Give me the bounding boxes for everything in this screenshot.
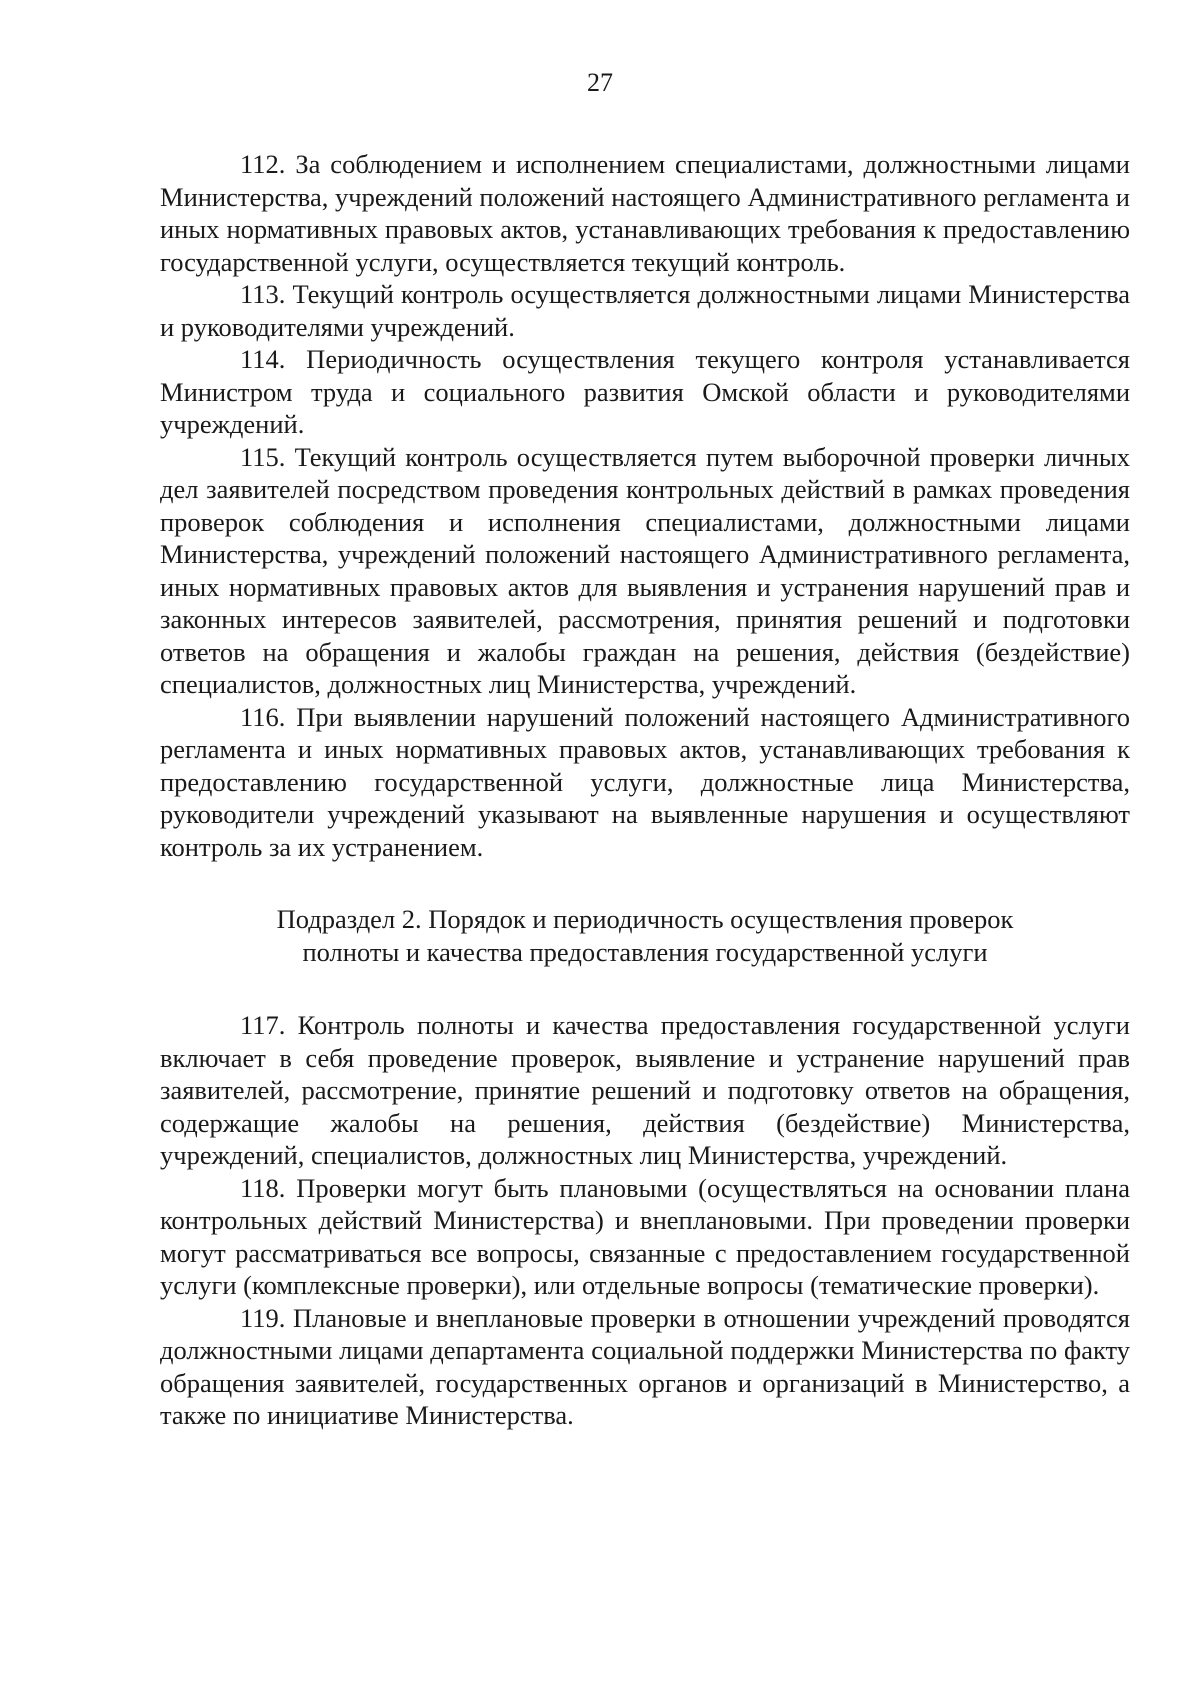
paragraph-115: 115. Текущий контроль осуществляется путем выборочной проверки личных дел заявителей посредством проведения контрольных действий в рамках проведения проверок соблюдения и исполнения специалистами, должностными лицами Министерства, учреждений положений настоящего Административного регламента, иных нормативных правовых актов для выявления и устранения нарушений прав и законных интересов заявителей, рассмотрения, принятия решений и подготовки ответов на обращения и жалобы граждан на решения, действия (бездействие) специалистов, должностных лиц Министерства, учреждений. [160,441,1130,699]
paragraph-112: 112. За соблюдением и исполнением специалистами, должностными лицами Министерства, учреждений положений настоящего Административного регламента и иных нормативных правовых актов, устанавливающих требования к предоставлению государственной услуги, осуществляется текущий контроль. [160,149,1130,277]
paragraph-117: 117. Контроль полноты и качества предоставления государственной услуги включает в себя проведение проверок, выявление и устранение нарушений прав заявителей, рассмотрение, принятие решений и подготовку ответов на обращения, содержащие жалобы на решения, действия (бездействие) Министерства, учреждений, специалистов, должностных лиц Министерства, учреждений. [160,1010,1130,1170]
paragraph-113: 113. Текущий контроль осуществляется должностными лицами Министерства и руководителями учреждений. [160,279,1130,342]
paragraph-114: 114. Периодичность осуществления текущего контроля устанавливается Министром труда и социального развития Омской области и руководителями учреждений. [160,344,1130,439]
paragraph-116: 116. При выявлении нарушений положений настоящего Административного регламента и иных нормативных правовых актов, устанавливающих требования к предоставлению государственной услуги, должностные лица Министерства, руководители учреждений указывают на выявленные нарушения и осуществляют контроль за их устранением. [160,701,1130,862]
page-number: 27 [587,68,613,97]
paragraph-118: 118. Проверки могут быть плановыми (осуществляться на основании плана контрольных действий Министерства) и внеплановыми. При проведении проверки могут рассматриваться все вопросы, связанные с предоставлением государственной услуги (комплексные проверки), или отдельные вопросы (тематические проверки). [160,1172,1130,1300]
subsection-heading-line2: полноты и качества предоставления государственной услуги [302,937,988,967]
subsection-heading-line1: Подраздел 2. Порядок и периодичность осуществления проверок [276,904,1014,934]
document-body [160,148,1130,1432]
paragraph-119: 119. Плановые и внеплановые проверки в отношении учреждений проводятся должностными лицами департамента социальной поддержки Министерства по факту обращения заявителей, государственных органов и организаций в Министерство, а также по инициативе Министерства. [160,1302,1130,1430]
subsection-heading [160,903,1130,969]
